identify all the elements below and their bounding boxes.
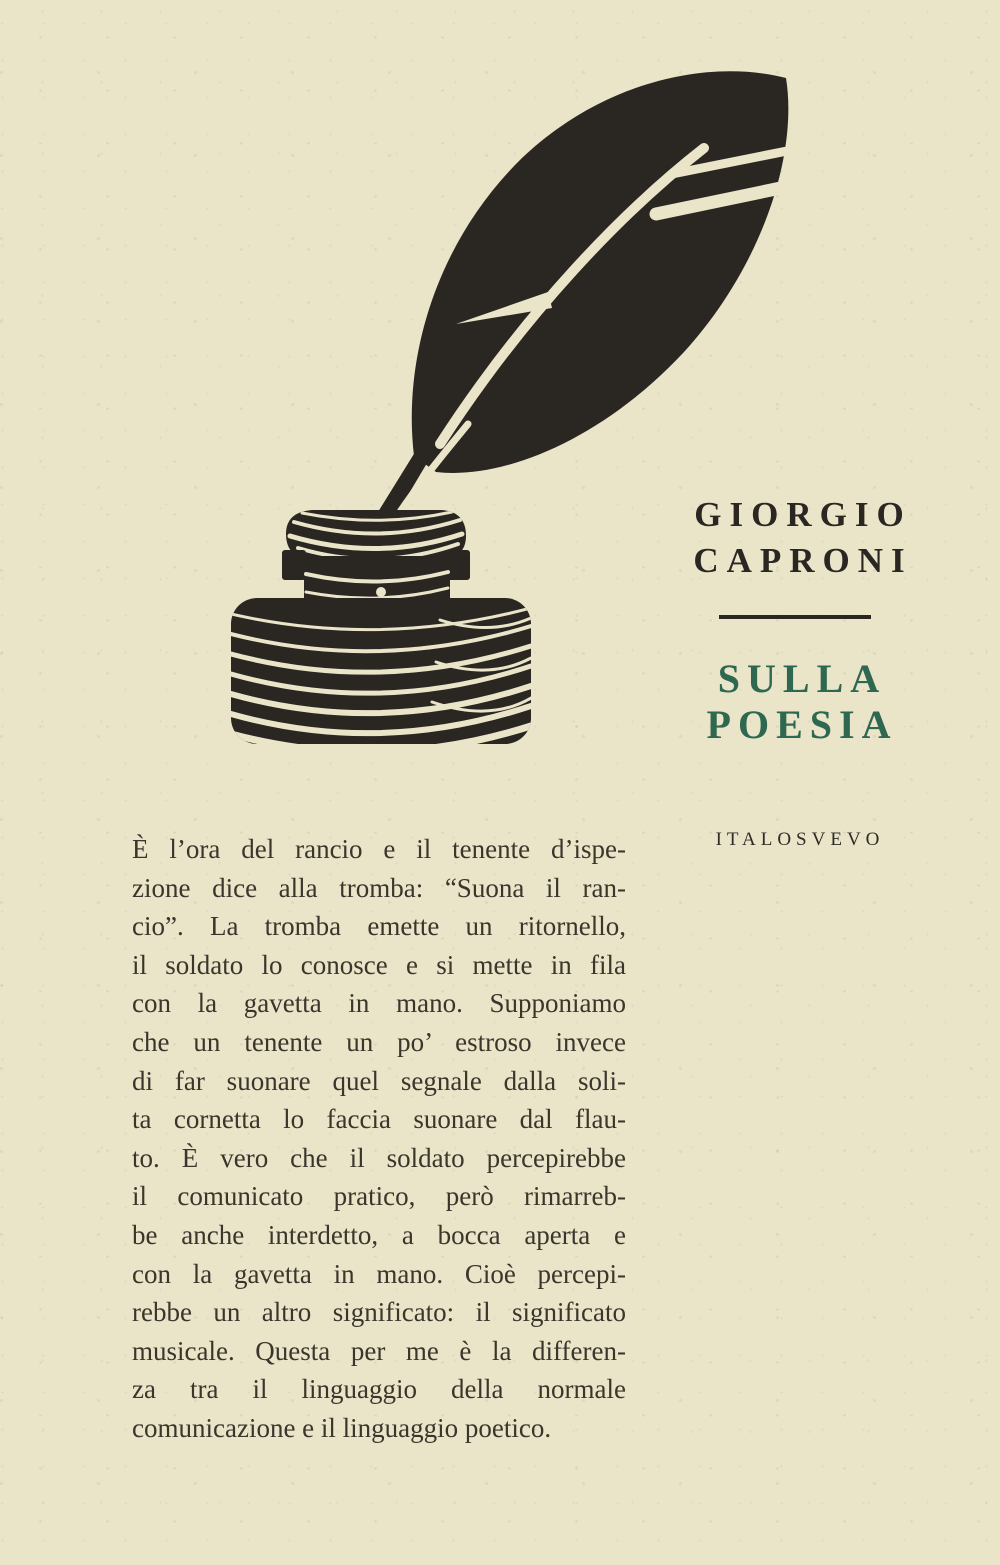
divider-rule xyxy=(719,615,871,619)
feather-quill-icon xyxy=(378,71,802,522)
author-name xyxy=(645,492,953,584)
text-line: rebbe un altro significato: il significato xyxy=(132,1297,626,1328)
text-line: cio”. La tromba emette un ritornello, xyxy=(132,911,626,942)
text-line: zione dice alla tromba: “Suona il ran- xyxy=(132,872,626,903)
text-line: che un tenente un po’ estroso invece xyxy=(132,1026,626,1057)
book-title-line2: POESIA xyxy=(706,702,898,747)
text-line: to. È vero che il soldato percepirebbe xyxy=(132,1142,626,1173)
inkwell-icon xyxy=(231,510,531,752)
book-title-line1: SULLA xyxy=(717,656,887,701)
author-name-line2: CAPRONI xyxy=(693,541,913,580)
text-line: musicale. Questa per me è la differen- xyxy=(132,1335,626,1366)
excerpt-text xyxy=(132,830,626,1448)
text-line: za tra il linguaggio della normale xyxy=(132,1374,626,1405)
text-line: il comunicato pratico, però rimarreb- xyxy=(132,1181,626,1212)
text-line: comunicazione e il linguaggio poetico. xyxy=(132,1412,552,1443)
author-name-line1: GIORGIO xyxy=(694,495,912,534)
text-line: il soldato lo conosce e si mette in fila xyxy=(132,949,626,980)
text-line: be anche interdetto, a bocca aperta e xyxy=(132,1219,626,1250)
text-line: con la gavetta in mano. Cioè percepi- xyxy=(132,1258,626,1289)
text-line: ta cornetta lo faccia suonare dal flau- xyxy=(132,1104,626,1135)
publisher-name: ITALOSVEVO xyxy=(715,829,885,850)
text-line: di far suonare quel segnale dalla soli- xyxy=(132,1065,626,1096)
text-line: con la gavetta in mano. Supponiamo xyxy=(132,988,626,1019)
book-title xyxy=(645,656,952,748)
text-line: È l’ora del rancio e il tenente d’ispe- xyxy=(132,834,626,864)
